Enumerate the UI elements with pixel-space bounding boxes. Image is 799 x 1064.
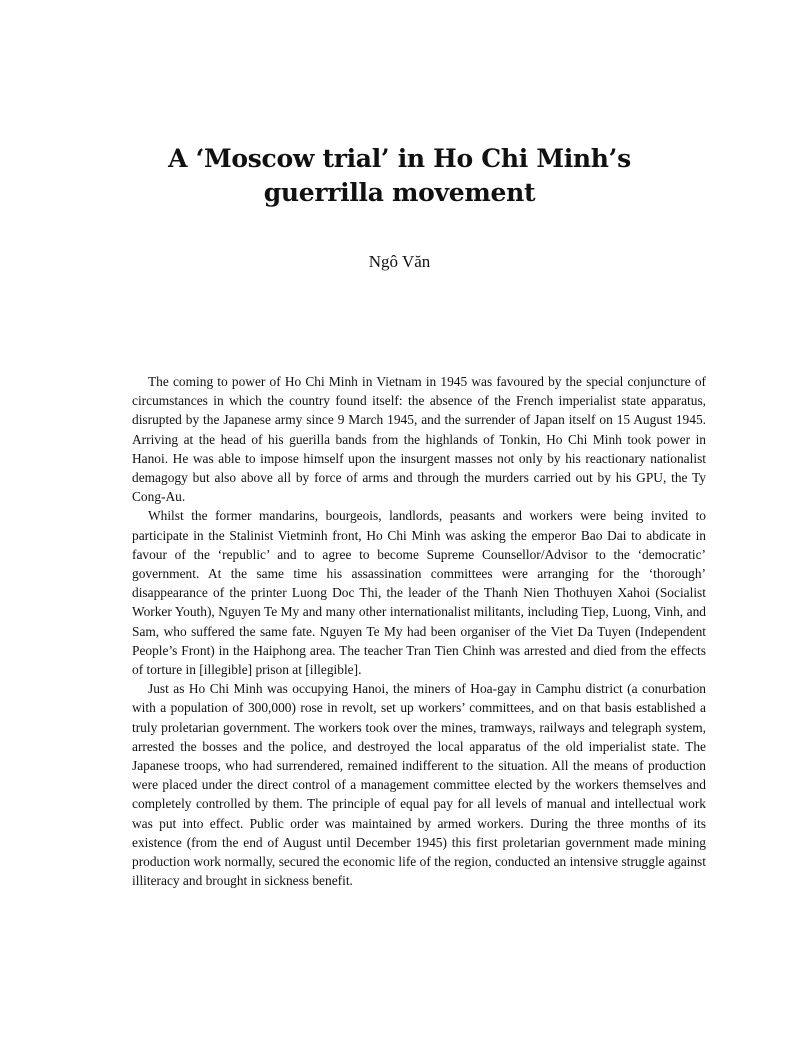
article-author: Ngô Văn: [368, 252, 431, 271]
article-title: A ‘Moscow trial’ in Ho Chi Minh’s guerrilla movement: [168, 144, 631, 207]
body-paragraph: The coming to power of Ho Chi Minh in Vietnam in 1945 was favoured by the special conjuncture of circumstances in which the country found itself: the absence of the French imperialist state apparatus, disrupted by the Japanese army since 9 March 1945, and the surrender of Japan itself on 15 August 1945. Arriving at the head of his guerilla bands from the highlands of Tonkin, Ho Chi Minh took power in Hanoi. He was able to impose himself upon the insurgent masses not only by his reactionary nationalist demagogy but also above all by force of arms and through the murders carried out by his GPU, the Ty Cong-Au.: [132, 374, 706, 505]
article-body: [132, 372, 706, 890]
body-paragraph: Whilst the former mandarins, bourgeois, landlords, peasants and workers were being invited to participate in the Stalinist Vietminh front, Ho Chi Minh was asking the emperor Bao Dai to abdicate in favour of the ‘republic’ and to agree to become Supreme Counsellor/Advisor to the ‘democratic’ government. At the same time his assassination committees were arranging for the ‘thorough’ disappearance of the printer Luong Doc Thi, the leader of the Thanh Nien Thothuyen Xahoi (Socialist Worker Youth), Nguyen Te My and many other internationalist militants, including Tiep, Luong, Vinh, and Sam, who suffered the same fate. Nguyen Te My had been organiser of the Viet Da Tuyen (Independent People’s Front) in the Haiphong area. The teacher Tran Tien Chinh was arrested and died from the effects of torture in [illegible] prison at [illegible].: [132, 508, 706, 678]
body-paragraph: Just as Ho Chi Minh was occupying Hanoi, the miners of Hoa-gay in Camphu district (a conurbation with a population of 300,000) rose in revolt, set up workers’ committees, and on that basis established a truly proletarian government. The workers took over the mines, tramways, railways and telegraph system, arrested the bosses and the police, and destroyed the local apparatus of the old imperialist state. The Japanese troops, who had surrendered, remained indifferent to the situation. All the means of production were placed under the direct control of a management committee elected by the workers themselves and completely controlled by them. The principle of equal pay for all levels of manual and intellectual work was put into effect. Public order was maintained by armed workers. During the three months of its existence (from the end of August until December 1945) this first proletarian government made mining production work normally, secured the economic life of the region, conducted an intensive struggle against illiteracy and brought in sickness benefit.: [132, 681, 706, 889]
